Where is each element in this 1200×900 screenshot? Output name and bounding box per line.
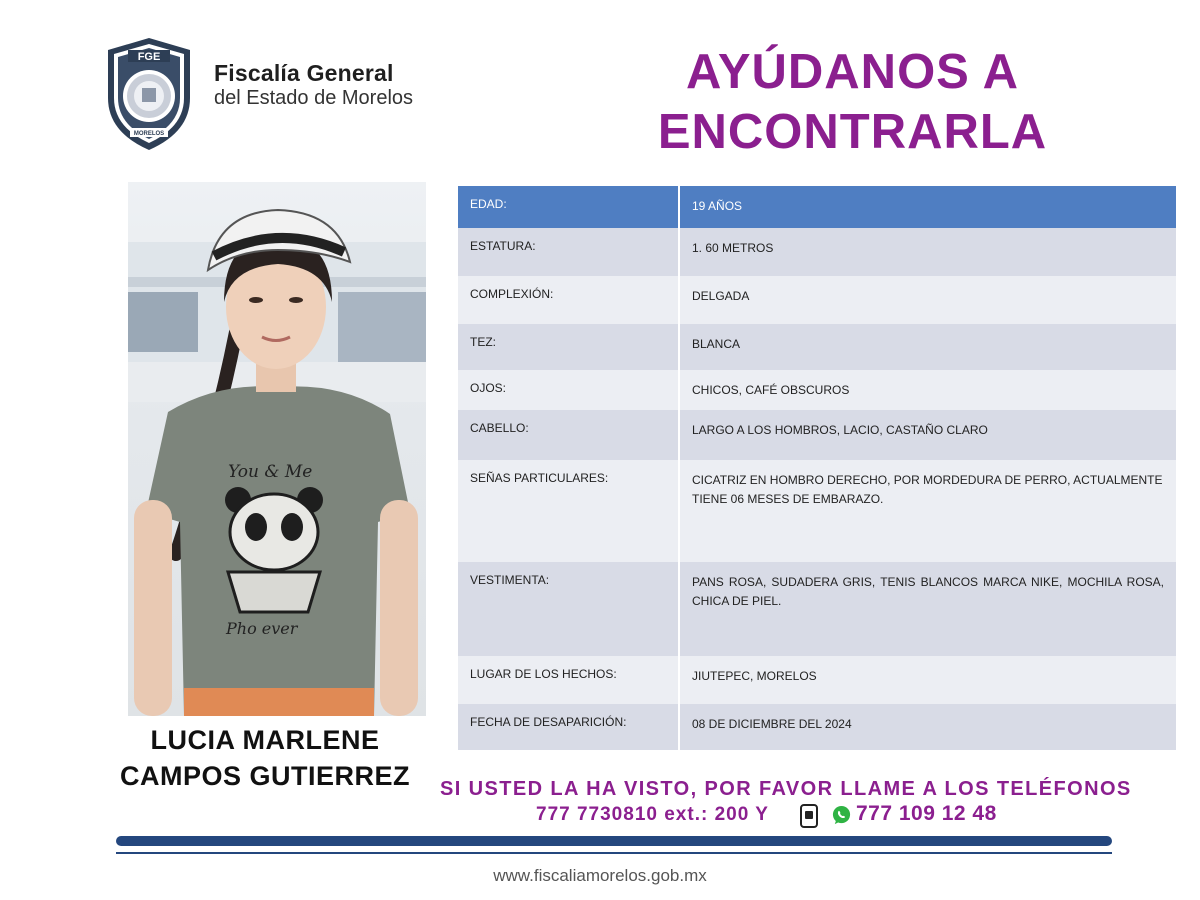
telephone-icon: [800, 804, 818, 828]
missing-person-photo: [128, 182, 426, 716]
value-edad: 19 AÑOS: [679, 186, 1176, 228]
table-row: [458, 460, 1176, 562]
fge-badge-text: FGE: [137, 51, 161, 63]
label-lugar: LUGAR DE LOS HECHOS:: [458, 656, 679, 704]
value-complexion: DELGADA: [679, 276, 1176, 324]
page-title: [600, 42, 1105, 162]
phone-numbers: [530, 802, 1030, 832]
fge-logo: [104, 36, 194, 152]
value-senas: CICATRIZ EN HOMBRO DERECHO, POR MORDEDURA DE PERRO, ACTUALMENTE TIENE 06 MESES DE EMBARAZO.: [679, 460, 1176, 562]
table-row: [458, 370, 1176, 410]
value-ojos: CHICOS, CAFÉ OBSCUROS: [679, 370, 1176, 410]
label-estatura: ESTATURA:: [458, 228, 679, 276]
website-url[interactable]: www.fiscaliamorelos.gob.mx: [493, 866, 707, 885]
shirt-text-top: You & Me: [228, 462, 313, 482]
label-cabello: CABELLO:: [458, 410, 679, 460]
table-row: [458, 228, 1176, 276]
label-tez: TEZ:: [458, 324, 679, 370]
table-row: [458, 324, 1176, 370]
label-fecha: FECHA DE DESAPARICIÓN:: [458, 704, 679, 750]
label-senas: SEÑAS PARTICULARES:: [458, 460, 679, 562]
phone-number-primary: 777 7730810 ext.: 200 Y: [536, 804, 769, 825]
fge-shield-icon: [104, 36, 194, 152]
label-ojos: OJOS:: [458, 370, 679, 410]
footer-bar: [116, 836, 1112, 846]
footer-divider: [116, 852, 1112, 854]
call-to-action: SI USTED LA HA VISTO, POR FAVOR LLAME A LOS TELÉFONOS: [440, 778, 1132, 800]
value-tez: BLANCA: [679, 324, 1176, 370]
org-name-line2: del Estado de Morelos: [214, 87, 414, 109]
table-row: [458, 562, 1176, 656]
table-row: [458, 410, 1176, 460]
table-row: [458, 276, 1176, 324]
label-edad: EDAD:: [458, 186, 679, 228]
shirt-text-bottom: Pho ever: [226, 619, 298, 638]
value-cabello: LARGO A LOS HOMBROS, LACIO, CASTAÑO CLARO: [679, 410, 1176, 460]
value-fecha: 08 DE DICIEMBRE DEL 2024: [679, 704, 1176, 750]
headline-line1: AYÚDANOS A: [685, 45, 1020, 99]
table-row: [458, 186, 1176, 228]
label-complexion: COMPLEXIÓN:: [458, 276, 679, 324]
person-name-line1: LUCIA MARLENE: [150, 725, 380, 755]
phone-number-whatsapp: 777 109 12 48: [856, 802, 997, 825]
whatsapp-icon: [831, 805, 852, 826]
value-lugar: JIUTEPEC, MORELOS: [679, 656, 1176, 704]
table-row: [458, 656, 1176, 704]
seal-text: MORELOS: [133, 131, 165, 137]
value-estatura: 1. 60 METROS: [679, 228, 1176, 276]
label-vestimenta: VESTIMENTA:: [458, 562, 679, 656]
person-name-line2: CAMPOS GUTIERREZ: [119, 761, 410, 791]
table-row: [458, 704, 1176, 750]
organization-name: [214, 60, 413, 110]
headline-line2: ENCONTRARLA: [657, 105, 1048, 159]
value-vestimenta: PANS ROSA, SUDADERA GRIS, TENIS BLANCOS MARCA NIKE, MOCHILA ROSA, CHICA DE PIEL.: [679, 562, 1176, 656]
person-name: [108, 722, 422, 794]
details-table: [458, 186, 1176, 750]
org-name-line1: Fiscalía General: [214, 60, 394, 86]
